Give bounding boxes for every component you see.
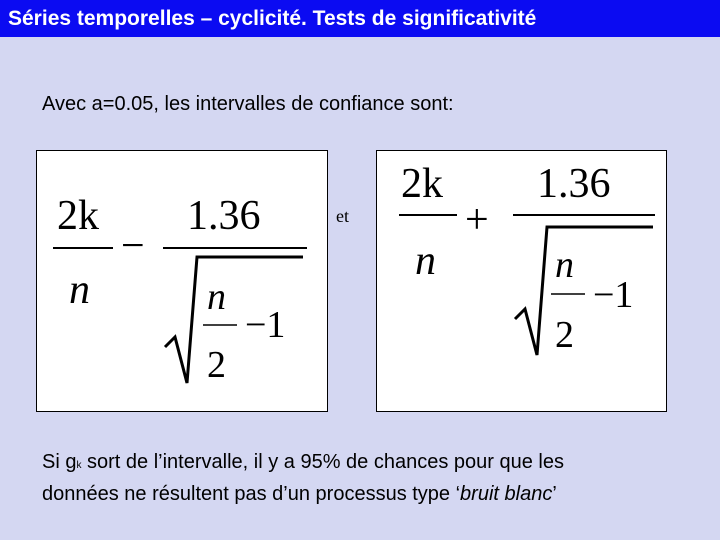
conclusion-text	[42, 448, 702, 509]
conclusion-line-2	[42, 480, 702, 509]
radicand-denominator: 2	[555, 314, 574, 356]
formula-upper-bound-svg	[377, 151, 666, 411]
radicand-operator: −1	[245, 304, 286, 346]
slide-title: Séries temporelles – cyclicité. Tests de significativité	[8, 7, 537, 30]
radicand-denominator: 2	[207, 344, 226, 386]
conclusion-line2-suffix: ’	[552, 483, 557, 505]
formula-lower-bound-svg	[37, 151, 327, 411]
denominator-left: n	[69, 267, 90, 313]
formula-upper-bound	[376, 150, 667, 412]
intro-text: Avec a=0.05, les intervalles de confiance sont:	[42, 93, 454, 115]
subscript-k: k	[76, 460, 82, 471]
radicand-numerator: n	[207, 276, 226, 318]
conclusion-line-1	[42, 448, 702, 480]
title-bar	[0, 0, 720, 37]
radicand-operator: −1	[593, 274, 634, 316]
separator-text: et	[336, 206, 349, 226]
operator: +	[465, 197, 489, 243]
numerator-right: 1.36	[537, 161, 611, 207]
conclusion-italic: bruit blanc	[460, 483, 553, 505]
operator: −	[121, 223, 145, 269]
radicand-numerator: n	[555, 244, 574, 286]
conclusion-line2-prefix: données ne résultent pas d’un processus type ‘	[42, 483, 461, 505]
numerator-right: 1.36	[187, 193, 261, 239]
conclusion-rest: sort de l’intervalle, il y a 95% de chances pour que les	[81, 451, 564, 473]
formula-lower-bound	[36, 150, 328, 412]
numerator-left: 2k	[57, 193, 99, 239]
numerator-left: 2k	[401, 161, 443, 207]
conclusion-prefix: Si g	[42, 451, 77, 473]
denominator-left: n	[415, 238, 436, 284]
